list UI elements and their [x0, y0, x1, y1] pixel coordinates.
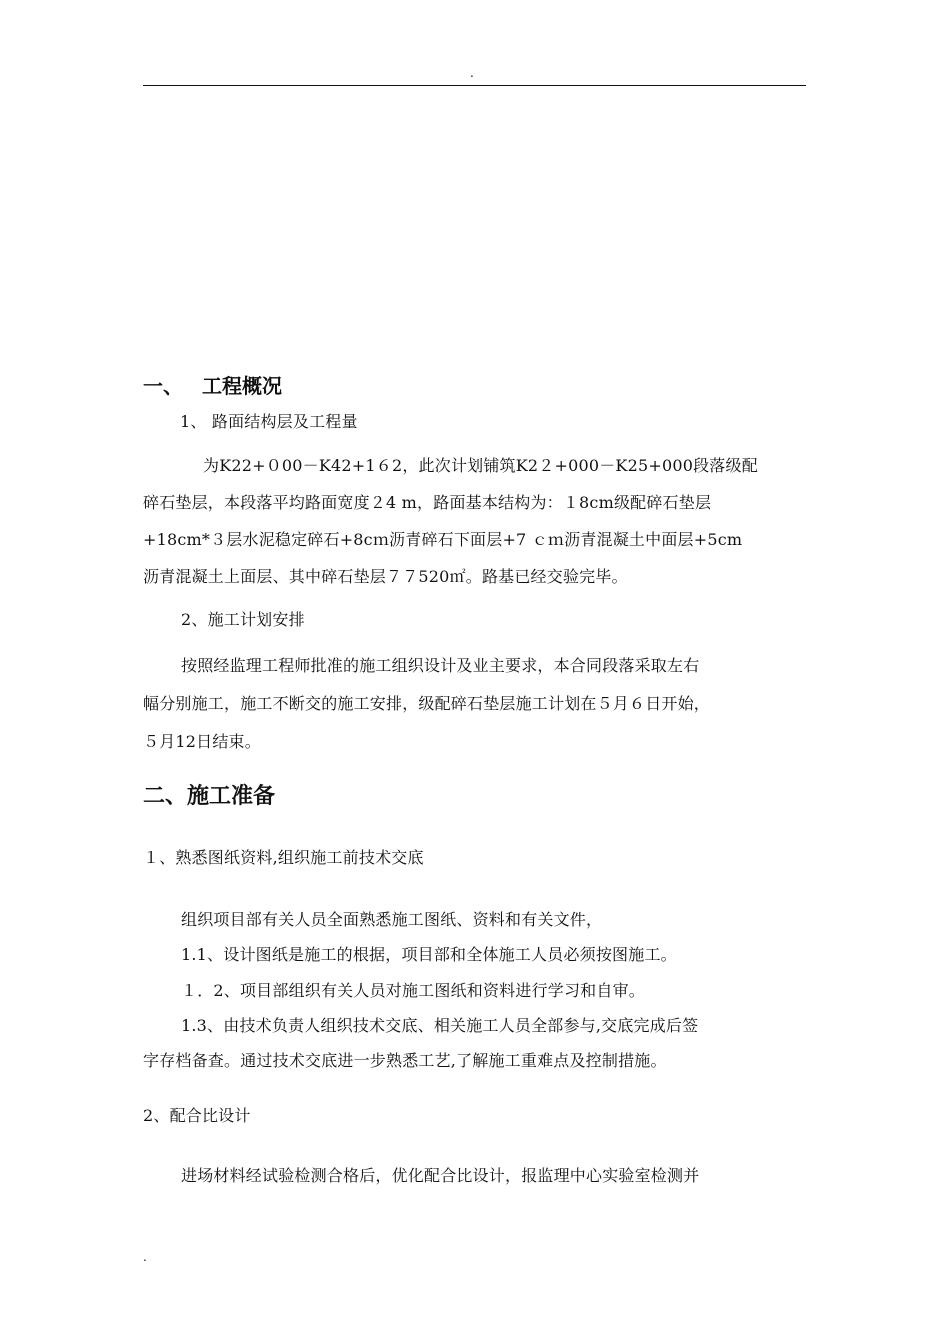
- paragraph-line: 沥青混凝土上面层、其中碎石垫层７７520㎡。路基已经交验完毕。: [143, 567, 628, 586]
- header-rule: [143, 85, 806, 86]
- paragraph-line: 1.1、设计图纸是施工的根据，项目部和全体施工人员必须按图施工。: [181, 945, 677, 964]
- paragraph-line: 为K22+０00－K42+1６2，此次计划铺筑K2２+000－K25+000段落级配: [203, 456, 758, 475]
- section-1-title: 工程概况: [202, 374, 282, 398]
- paragraph-line: 碎石垫层，本段落平均路面宽度２4 m，路面基本结构为：１8cm级配碎石垫层: [143, 493, 712, 512]
- paragraph-line: 进场材料经试验检测合格后，优化配合比设计，报监理中心实验室检测并: [181, 1166, 700, 1185]
- section-2-subheading-2: 2、配合比设计: [143, 1106, 251, 1125]
- paragraph-line: 组织项目部有关人员全面熟悉施工图纸、资料和有关文件，: [181, 910, 603, 929]
- paragraph-line: 幅分别施工，施工不断交的施工安排，级配碎石垫层施工计划在５月６日开始，: [143, 694, 711, 713]
- section-1-number: 一、: [143, 374, 183, 398]
- paragraph-line: 字存档备查。通过技术交底进一步熟悉工艺,了解施工重难点及控制措施。: [143, 1051, 667, 1070]
- section-2-title: 二、施工准备: [143, 784, 276, 809]
- paragraph-line: ５月12日结束。: [143, 732, 261, 751]
- footer-mark: .: [143, 1250, 147, 1264]
- section-1-subheading-2: 2、施工计划安排: [181, 610, 305, 629]
- paragraph-line: 按照经监理工程师批准的施工组织设计及业主要求，本合同段落采取左右: [181, 656, 700, 675]
- section-2-subheading-1: １、熟悉图纸资料,组织施工前技术交底: [143, 848, 424, 867]
- header-mark: .: [470, 66, 474, 80]
- section-1-subheading-1: 1、 路面结构层及工程量: [180, 412, 358, 431]
- paragraph-line: 1.3、由技术负责人组织技术交底、相关施工人员全部参与,交底完成后签: [181, 1016, 699, 1035]
- paragraph-line: +18cm*３层水泥稳定碎石+8cｍ沥青碎石下面层+7 ｃｍ沥青混凝土中面层+5cm: [143, 530, 743, 549]
- paragraph-line: １．2、项目部组织有关人员对施工图纸和资料进行学习和自审。: [181, 981, 645, 1000]
